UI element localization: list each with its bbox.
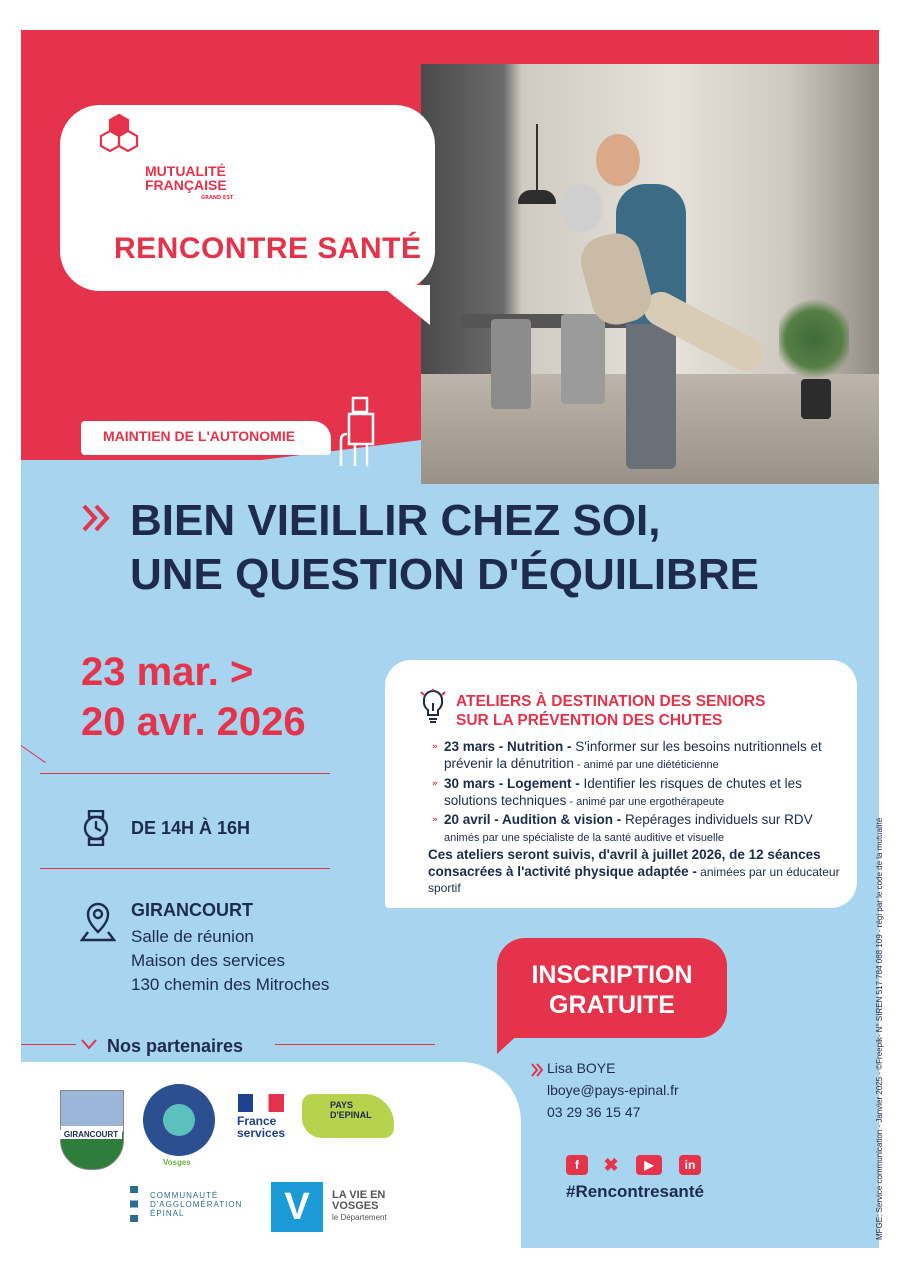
bullet-icon: » bbox=[432, 742, 438, 752]
contact-phone[interactable]: 03 29 36 15 47 bbox=[547, 1104, 641, 1120]
vertical-credits: MFGE: Service communication - Janvier 2025 - ©Freepik- N° SIREN 517 784 088 109 - régi par le code de la mutualité bbox=[875, 817, 884, 1240]
date-divider bbox=[40, 773, 330, 774]
brand-region: GRAND EST bbox=[201, 195, 234, 201]
bluesky-icon[interactable]: ✖ bbox=[603, 1155, 619, 1175]
location-building: Maison des services bbox=[131, 951, 286, 970]
location-address: 130 chemin des Mitroches bbox=[131, 975, 330, 994]
ateliers-title: ATELIERS À DESTINATION DES SENIORS SUR LA PRÉVENTION DES CHUTES bbox=[456, 693, 766, 729]
atelier-item-1: 23 mars - Nutrition - S'informer sur les besoins nutritionnels et prévenir la dénutrition - animé par une diététicienne bbox=[444, 739, 822, 771]
main-headline bbox=[130, 494, 759, 602]
hashtag: #Rencontresanté bbox=[566, 1182, 704, 1201]
girancourt-logo-text: GIRANCOURT bbox=[60, 1130, 122, 1139]
location-pin-icon bbox=[80, 902, 116, 942]
headline-line-1: BIEN VIEILLIR CHEZ SOI, bbox=[130, 496, 661, 545]
title-bubble-tail bbox=[380, 285, 430, 325]
date-end: 20 avr. 2026 bbox=[81, 700, 306, 744]
france-services-logo: France services bbox=[237, 1114, 286, 1140]
location-room: Salle de réunion bbox=[131, 927, 254, 946]
ateliers-followup: Ces ateliers seront suivis, d'avril à juillet 2026, de 12 séances consacrées à l'activité physique adaptée - animées par un éducateur sportif bbox=[428, 847, 840, 895]
date-start: 23 mar. > bbox=[81, 650, 254, 694]
partners-divider-right bbox=[275, 1044, 435, 1045]
facebook-icon[interactable]: f bbox=[566, 1155, 588, 1175]
mutualite-logo-icon bbox=[97, 113, 141, 165]
bullet-icon: » bbox=[432, 779, 438, 789]
time-divider bbox=[40, 868, 330, 869]
inscription-text: INSCRIPTION GRATUITE bbox=[531, 961, 693, 1019]
theme-tag-label: MAINTIEN DE L'AUTONOMIE bbox=[103, 428, 296, 444]
contact-name: Lisa BOYE bbox=[547, 1060, 616, 1076]
headline-chevron-icon bbox=[80, 503, 114, 533]
dancing-seniors-photo bbox=[421, 64, 879, 484]
bullet-icon: » bbox=[432, 815, 438, 825]
event-type-title: RENCONTRE SANTÉ bbox=[114, 232, 422, 265]
vie-vosges-text: LA VIE EN VOSGES le Département bbox=[332, 1189, 387, 1222]
brand-logo-text: MUTUALITÉ FRANÇAISE bbox=[145, 163, 227, 193]
partners-divider-left bbox=[21, 1044, 76, 1045]
youtube-icon[interactable]: ▶ bbox=[636, 1155, 662, 1175]
linkedin-icon[interactable]: in bbox=[679, 1155, 701, 1175]
france-services-flag bbox=[238, 1094, 284, 1112]
location-city: GIRANCOURT bbox=[131, 900, 253, 920]
vie-vosges-logo: V bbox=[271, 1182, 323, 1232]
atelier-item-3: 20 avril - Audition & vision - Repérages individuels sur RDV animés par une spécialiste de la santé auditive et visuelle bbox=[444, 812, 813, 844]
contact-chevron-icon bbox=[530, 1063, 544, 1077]
communaute-logo-text: COMMUNAUTÉ D'AGGLOMÉRATION ÉPINAL bbox=[150, 1191, 243, 1218]
commission-vosges-text: Vosges bbox=[163, 1158, 191, 1167]
watch-icon bbox=[80, 810, 112, 846]
inscription-bubble-tail bbox=[497, 1030, 523, 1054]
partners-title: Nos partenaires bbox=[107, 1036, 244, 1056]
partners-chevron-icon bbox=[80, 1038, 98, 1052]
lightbulb-icon bbox=[420, 689, 446, 725]
schedule-time: DE 14H À 16H bbox=[131, 818, 251, 838]
commission-financeurs-emblem bbox=[163, 1104, 195, 1136]
elderly-person-icon bbox=[331, 396, 387, 468]
communaute-logo-bars bbox=[130, 1186, 138, 1222]
pays-epinal-text: PAYS D'EPINAL bbox=[330, 1100, 372, 1120]
contact-email[interactable]: lboye@pays-epinal.fr bbox=[547, 1082, 679, 1098]
headline-line-2: UNE QUESTION D'ÉQUILIBRE bbox=[130, 550, 759, 599]
atelier-item-2: 30 mars - Logement - Identifier les risques de chutes et les solutions techniques - animé par une ergothérapeute bbox=[444, 776, 802, 808]
